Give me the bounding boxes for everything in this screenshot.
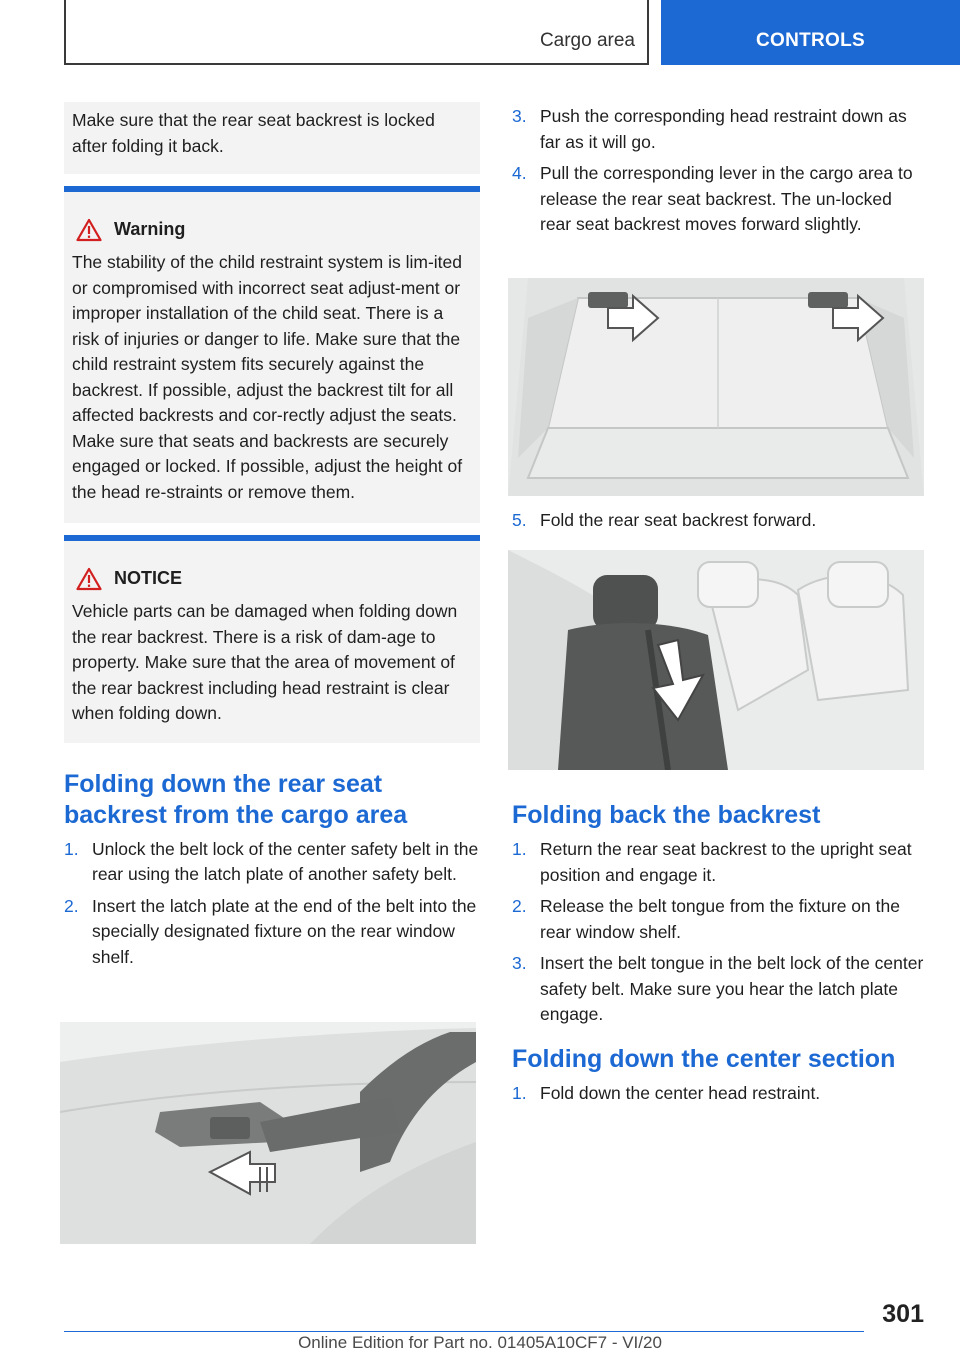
list-item [512,837,926,888]
footer-edition: Online Edition for Part no. 01405A10CF7 - VI/20 [298,1333,662,1352]
header-title: Cargo area [539,30,635,51]
step-number: 3. [512,106,527,126]
warning-box [64,186,480,523]
page-number: 301 [882,1300,924,1328]
info-note-box [64,102,480,174]
list-item [512,894,926,945]
info-note-text: Make sure that the rear seat backrest is locked after folding it back. [72,110,435,156]
warning-text: The stability of the child restraint system is lim-ited or compromised with incorrect seat adjust-ment or improper installation of the child seat. There is a risk of injuries or danger to life. Make sure that the child restraint system fits securely against the backrest. If possible, adjust the backrest tilt for all affected backrests and cor-rectly adjust the seats. Make sure that seats and backrests are securely engaged or locked. If possible, adjust the height of the head re-straints or remove them. [72,252,463,502]
header-section-tab[interactable] [661,0,960,65]
list-item [512,161,926,238]
step-text: Pull the corresponding lever in the cargo area to release the rear seat backrest. The un-locked rear seat backrest moves forward slightly. [540,163,913,234]
header-section-label: CONTROLS [755,30,865,51]
step-text: Release the belt tongue from the fixture on the rear window shelf. [540,896,900,942]
step-text: Unlock the belt lock of the center safety belt in the rear using the latch plate of another safety belt. [92,838,479,884]
list-item [512,951,926,1028]
step-number: 1. [512,839,527,859]
notice-text: Vehicle parts can be damaged when folding down the rear backrest. There is a risk of dam-age to property. Make sure that the area of movement of the rear backrest including head restraint is clear when folding down. [72,601,458,723]
notice-box [64,535,480,743]
header-title-box [64,0,649,65]
step-number: 2. [512,896,527,916]
illustration-rear-seat-fold [508,550,924,770]
step-number: 5. [512,510,527,530]
footer-divider [64,1331,864,1332]
step-text: Return the rear seat backrest to the upright seat position and engage it. [540,839,912,885]
step-text: Push the corresponding head restraint down as far as it will go. [540,106,907,152]
list-item [64,837,480,888]
notice-heading-text: NOTICE [114,568,183,589]
step-number: 2. [64,895,79,916]
steps-list-fold-down [64,837,480,971]
step-number: 4. [512,163,527,183]
steps-list-3-4 [512,104,926,238]
notice-heading [72,563,472,595]
steps-list-5 [512,508,926,534]
list-item [512,104,926,155]
illustration-cargo-area [508,278,924,496]
right-column-step5 [512,508,926,540]
step-text: Insert the latch plate at the end of the belt into the specially designated fixture on the rear window shelf. [92,895,477,967]
step-number: 1. [64,838,79,859]
warning-triangle-icon [76,567,102,591]
right-column-bottom [512,800,926,1112]
step-number: 1. [512,1082,527,1103]
list-item [512,508,926,534]
warning-heading [72,214,472,246]
illustration-belt-latch-shelf [60,1022,476,1244]
steps-list-center [512,1081,926,1107]
section-title-fold-back: Folding back the backrest [512,801,821,829]
section-title-center: Folding down the center section [512,1044,896,1073]
warning-heading-text: Warning [114,219,186,240]
step-text: Fold down the center head restraint. [540,1082,821,1103]
section-title-fold-down-cargo: Folding down the rear seat backrest from the cargo area [64,769,408,829]
list-item [64,894,480,971]
steps-list-fold-back [512,837,926,1028]
step-text: Fold the rear seat backrest forward. [540,510,817,530]
step-text: Insert the belt tongue in the belt lock of the center safety belt. Make sure you hear the latch plate engage. [540,953,924,1024]
left-column [64,102,480,976]
right-column-top [512,104,926,244]
list-item [512,1081,926,1107]
step-number: 3. [512,953,527,973]
warning-triangle-icon [76,218,102,242]
